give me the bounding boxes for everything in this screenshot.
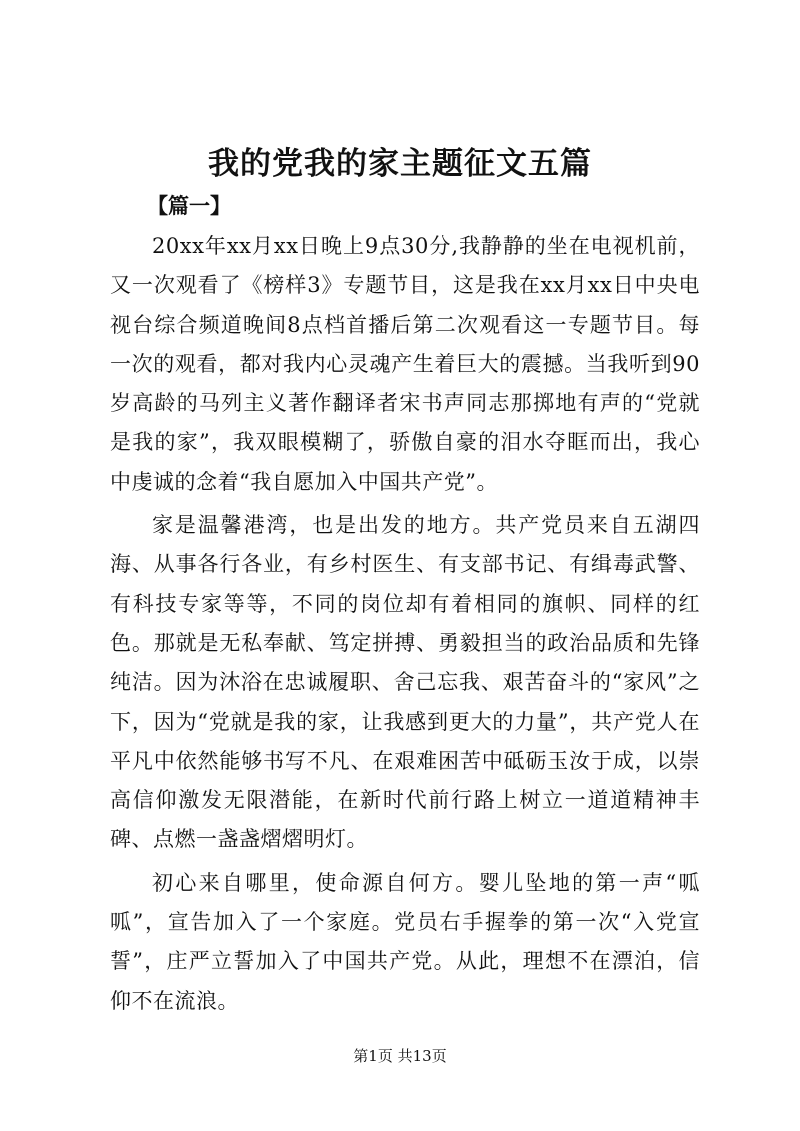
paragraph-3: 初心来自哪里，使命源自何方。婴儿坠地的第一声“呱呱”，宣告加入了一个家庭。党员右手握拳的第一次“入党宣誓”，庄严立誓加入了中国共产党。从此，理想不在漂泊，信仰不在流浪。 <box>110 870 700 1013</box>
page-footer: 第1页 共13页 <box>353 1047 447 1065</box>
paragraph-2: 家是温馨港湾，也是出发的地方。共产党员来自五湖四海、从事各行各业，有乡村医生、有支部书记、有缉毒武警、有科技专家等等，不同的岗位却有着相同的旗帜、同样的红色。那就是无私奉献、笃定拼搏、勇毅担当的政治品质和先锋纯洁。因为沐浴在忠诚履职、舍己忘我、艰苦奋斗的“家风”之下，因为“党就是我的家，让我感到更大的力量”，共产党人在平凡中依然能够书写不凡、在艰难困苦中砥砺玉汝于成，以崇高信仰激发无限潜能，在新时代前行路上树立一道道精神丰碑、点燃一盏盏熠熠明灯。 <box>110 513 700 852</box>
section-label: 【篇一】 <box>147 193 231 218</box>
body-text <box>110 227 700 1025</box>
paragraph-1: 20xx年xx月xx日晚上9点30分,我静静的坐在电视机前，又一次观看了《榜样3》专题节目，这是我在xx月xx日中央电视台综合频道晚间8点档首播后第二次观看这一专题节目。每一次的观看，都对我内心灵魂产生着巨大的震撼。当我听到90岁高龄的马列主义著作翻译者宋书声同志那掷地有声的“党就是我的家”，我双眼模糊了，骄傲自豪的泪水夺眶而出，我心中虔诚的念着“我自愿加入中国共产党”。 <box>110 234 700 494</box>
page-title: 我的党我的家主题征文五篇 <box>208 146 592 182</box>
